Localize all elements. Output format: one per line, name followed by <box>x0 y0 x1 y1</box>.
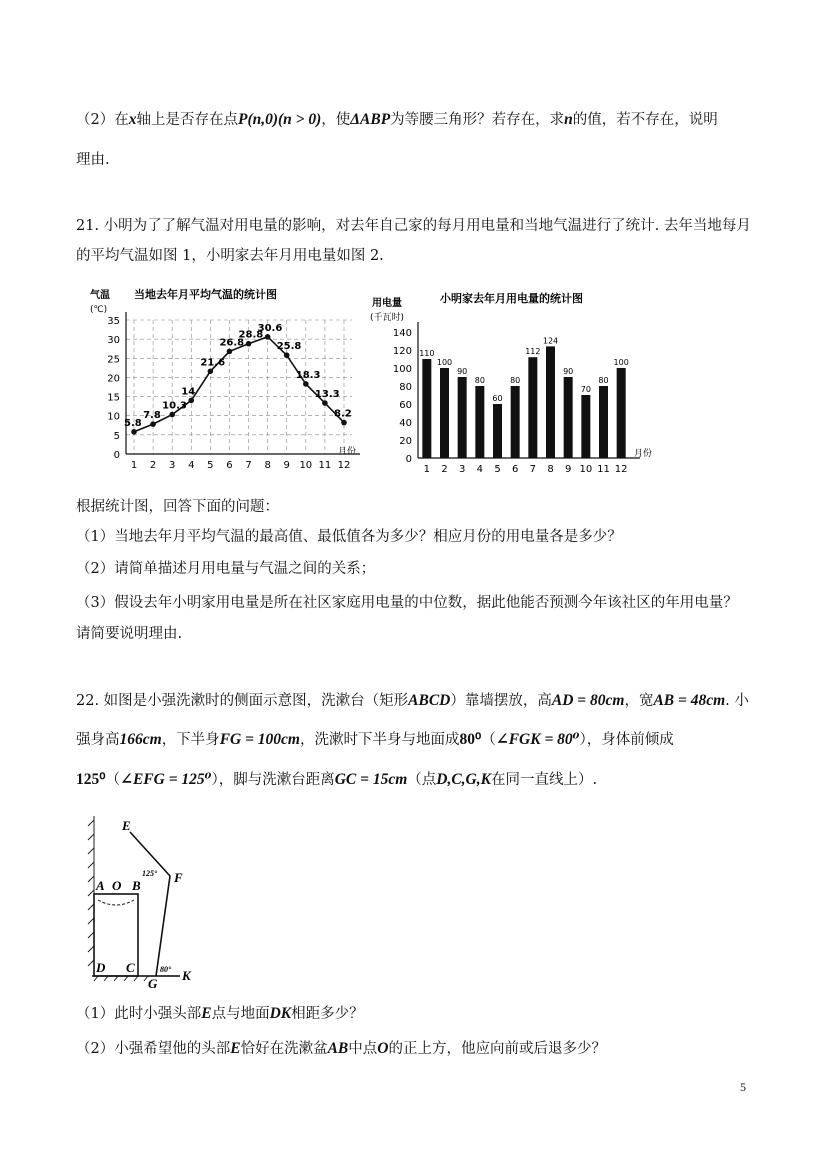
chart1-x-tick: 5 <box>207 460 214 471</box>
q21-question-3a: （3）假设去年小明家用电量是所在社区家庭用电量的中位数，据此他能否预测今年该社区的年用电量？ <box>76 595 738 611</box>
chart1-y-tick: 35 <box>107 316 120 327</box>
chart2-data-label: 90 <box>563 367 574 376</box>
chart2-x-tick: 1 <box>423 464 431 475</box>
chart1-y-tick: 10 <box>107 411 120 423</box>
q22-text: 的正上方，他应向前或后退多少？ <box>388 1041 606 1057</box>
q22-text: 强身高 <box>76 732 120 748</box>
q22-text: ）靠墙摆放，高 <box>450 693 552 709</box>
q22-text: 点与地面 <box>211 1006 270 1022</box>
chart2-data-label: 80 <box>474 376 485 385</box>
q22-part1 <box>76 1004 364 1024</box>
chart1-x-tick: 7 <box>245 460 252 471</box>
chart1-y-tick: 0 <box>113 450 120 461</box>
chart2-x-tick: 4 <box>476 464 484 475</box>
chart2-x-tick: 3 <box>458 464 466 475</box>
chart2-x-tick: 6 <box>511 464 519 475</box>
q21-question-1: （1）当地去年月平均气温的最高值、最低值各为多少？相应月份的用电量各是多少？ <box>76 529 622 545</box>
chart1-x-tick: 8 <box>264 460 271 471</box>
chart2-bar <box>581 395 590 458</box>
label-c: C <box>126 960 135 975</box>
chart1-x-tick: 9 <box>283 460 290 471</box>
label-g: G <box>148 976 158 990</box>
math-ab: AB = 48cm <box>653 692 726 709</box>
chart2-x-tick: 5 <box>494 464 501 475</box>
chart2-x-tick: 11 <box>597 464 610 475</box>
chart2-data-label: 60 <box>492 394 503 403</box>
math-deg125: 125⁰ <box>76 771 106 788</box>
math-points: D,C,G,K <box>436 771 491 788</box>
chart2-data-label: 110 <box>419 349 435 358</box>
chart1-title: 当地去年月平均气温的统计图 <box>134 288 277 301</box>
math-fgk: ∠FGK = 80⁰ <box>495 731 580 748</box>
label-e: E <box>122 818 131 833</box>
math-o: O <box>377 1040 389 1057</box>
chart2-bar <box>493 404 502 458</box>
chart1-data-label: 26.8 <box>219 337 245 349</box>
angle-125: 125° <box>142 869 158 878</box>
q20-text: 为等腰三角形？若存在，求 <box>390 112 565 128</box>
chart2-data-label: 100 <box>613 358 629 367</box>
chart1-y-tick: 20 <box>107 373 120 385</box>
chart1-point <box>303 381 309 387</box>
chart2-bar <box>440 368 449 458</box>
q20-part2-line1 <box>76 110 718 130</box>
q21-intro-line2: 的平均气温如图 1，小明家去年月用电量如图 2. <box>76 248 384 264</box>
chart2-bar <box>511 386 520 458</box>
chart1-y-tick: 5 <box>113 430 120 442</box>
label-f: F <box>174 870 183 885</box>
wall-hatch <box>88 816 94 976</box>
q20-text: ，使 <box>321 112 351 128</box>
q22-text: 在同一直线上）. <box>490 772 598 788</box>
q22-text: ），身体前倾成 <box>579 732 674 748</box>
math-efg: ∠EFG = 125⁰ <box>119 771 212 788</box>
chart2-x-tick: 12 <box>614 464 628 475</box>
label-b: B <box>132 878 141 893</box>
math-fg: FG = 100cm <box>219 731 300 748</box>
q20-text: （2）在 <box>76 112 129 128</box>
chart2-data-label: 124 <box>542 336 559 346</box>
chart2-data-label: 100 <box>436 358 453 367</box>
chart1-x-tick: 3 <box>168 460 176 471</box>
chart1-data-label: 30.6 <box>257 322 283 334</box>
q22-text: （ <box>105 772 120 788</box>
temperature-line-chart <box>90 284 370 480</box>
chart1-ylabel: 气温 <box>90 290 110 301</box>
chart2-data-label: 90 <box>457 367 468 376</box>
chart1-data-label: 18.3 <box>295 369 321 381</box>
q22-text: ，宽 <box>624 693 654 709</box>
q22-text: 中点 <box>348 1041 378 1057</box>
chart1-data-label: 5.8 <box>124 417 142 429</box>
chart2-y-tick: 80 <box>399 382 412 393</box>
chart1-point <box>169 412 175 418</box>
chart2-y-tick: 140 <box>392 328 412 339</box>
chart2-bar <box>617 368 626 458</box>
q22-text: . 小 <box>725 693 749 709</box>
label-k: K <box>182 968 191 983</box>
chart1-x-tick: 12 <box>337 460 351 471</box>
label-o: O <box>112 878 122 893</box>
q22-part2 <box>76 1039 606 1059</box>
chart1-point <box>265 334 271 340</box>
chart2-x-tick: 10 <box>579 464 593 475</box>
math-deg80: 80⁰ <box>459 731 482 748</box>
chart1-x-tick: 6 <box>226 460 233 471</box>
chart1-point <box>246 341 252 347</box>
q22-text: ），脚与洗漱台距离 <box>211 772 335 788</box>
chart2-y-tick: 0 <box>405 454 412 465</box>
chart1-y-tick: 25 <box>107 354 120 366</box>
chart2-bar <box>599 386 608 458</box>
chart1-point <box>227 349 233 355</box>
chart1-x-tick: 11 <box>318 460 332 471</box>
math-gc: GC = 15cm <box>334 771 408 788</box>
chart1-point <box>188 398 194 404</box>
chart2-y-tick: 60 <box>399 400 412 411</box>
body-lines <box>130 832 170 976</box>
q21-intro-line1: 21. 小明为了了解气温对用电量的影响，对去年自己家的每月用电量和当地气温进行了统计. 去年当地每月 <box>76 218 751 234</box>
chart2-x-tick: 2 <box>441 464 448 475</box>
chart1-data-label: 25.8 <box>276 341 302 353</box>
q22-text: ，洗漱时下半身与地面成 <box>300 732 460 748</box>
chart2-x-tick: 8 <box>547 464 554 475</box>
basin-curve <box>98 900 134 905</box>
chart1-data-label: 28.8 <box>238 329 264 341</box>
chart2-data-label: 80 <box>510 376 521 385</box>
math-ad: AD = 80cm <box>551 692 625 709</box>
chart2-yunit: (千瓦时) <box>370 313 405 323</box>
chart2-x-tick: 9 <box>564 464 572 475</box>
chart1-point <box>131 429 137 435</box>
chart1-x-tick: 4 <box>188 460 195 471</box>
chart1-point <box>208 369 214 375</box>
q22-text: （2）小强希望他的头部 <box>76 1041 231 1057</box>
page-number: 5 <box>740 1080 746 1094</box>
q22-text: （点 <box>407 772 437 788</box>
q22-line1 <box>76 691 749 711</box>
q20-part2-line2: 理由. <box>76 152 110 168</box>
q22-text: （ <box>481 732 496 748</box>
washbasin-figure <box>84 812 204 990</box>
chart2-data-label: 112 <box>525 347 541 357</box>
label-a: A <box>96 878 105 893</box>
electricity-bar-chart <box>368 284 668 480</box>
chart1-data-label: 8.2 <box>334 408 352 420</box>
math-triangle: ΔABP <box>350 111 391 128</box>
chart2-title: 小明家去年月用电量的统计图 <box>440 292 583 305</box>
q21-lead: 根据统计图，回答下面的问题： <box>76 499 279 515</box>
chart1-x-tick: 2 <box>149 460 157 471</box>
chart2-y-tick: 100 <box>392 364 412 375</box>
chart2-bar <box>422 359 431 458</box>
q22-text: ，下半身 <box>161 732 220 748</box>
chart1-point <box>150 421 156 427</box>
chart2-xlabel: 月份 <box>634 449 653 459</box>
math-n: n <box>564 111 573 128</box>
math-point-p: P(n,0)(n > 0) <box>237 111 322 128</box>
math-x: x <box>128 111 137 128</box>
chart1-x-tick: 1 <box>130 460 138 471</box>
label-d: D <box>96 960 106 975</box>
math-height: 166cm <box>119 731 162 748</box>
chart2-bar <box>528 357 537 458</box>
q22-text: （1）此时小强头部 <box>76 1006 202 1022</box>
chart2-bar <box>564 377 573 458</box>
chart1-x-tick: 10 <box>299 460 313 471</box>
q21-question-2: （2）请简单描述月用电量与气温之间的关系； <box>76 561 376 577</box>
q22-text: 相距多少？ <box>291 1006 364 1022</box>
chart1-point <box>322 400 328 406</box>
math-e: E <box>201 1005 212 1022</box>
chart2-y-tick: 20 <box>399 436 412 447</box>
chart1-series-line <box>134 337 344 432</box>
chart1-data-label: 7.8 <box>143 410 161 422</box>
q20-text: 轴上是否存在点 <box>136 112 238 128</box>
q22-text: 恰好在洗漱盆 <box>240 1041 328 1057</box>
chart1-data-label: 14 <box>181 386 196 398</box>
chart1-data-label: 13.3 <box>314 389 340 401</box>
q21-question-3b: 请简要说明理由. <box>76 626 183 642</box>
chart1-point <box>284 352 290 358</box>
math-ab: AB <box>327 1040 349 1057</box>
q20-text: 的值，若不存在，说明 <box>572 112 718 128</box>
chart1-y-tick: 30 <box>107 335 120 347</box>
chart2-y-tick: 120 <box>392 346 412 357</box>
angle-80: 80° <box>160 965 172 974</box>
chart1-yunit: (℃) <box>90 305 108 315</box>
chart1-y-tick: 15 <box>107 392 120 404</box>
chart2-bar <box>475 386 484 458</box>
chart1-point <box>341 420 347 426</box>
chart2-data-label: 80 <box>598 376 609 385</box>
q22-line3 <box>76 770 597 790</box>
chart1-xlabel: 月份 <box>338 447 357 457</box>
chart1-data-label: 21.6 <box>200 357 226 369</box>
chart2-bar <box>458 377 467 458</box>
math-abcd: ABCD <box>408 692 451 709</box>
q22-line2 <box>76 730 674 750</box>
chart2-ylabel: 用电量 <box>372 298 402 309</box>
chart2-bar <box>546 346 555 458</box>
math-dk: DK <box>269 1005 292 1022</box>
q22-text: 22. 如图是小强洗漱时的侧面示意图，洗漱台（矩形 <box>76 693 409 709</box>
chart2-y-tick: 40 <box>399 418 412 429</box>
chart2-x-tick: 7 <box>529 464 537 475</box>
chart1-data-label: 10.3 <box>162 400 187 412</box>
chart2-data-label: 70 <box>580 385 591 394</box>
math-e: E <box>230 1040 241 1057</box>
